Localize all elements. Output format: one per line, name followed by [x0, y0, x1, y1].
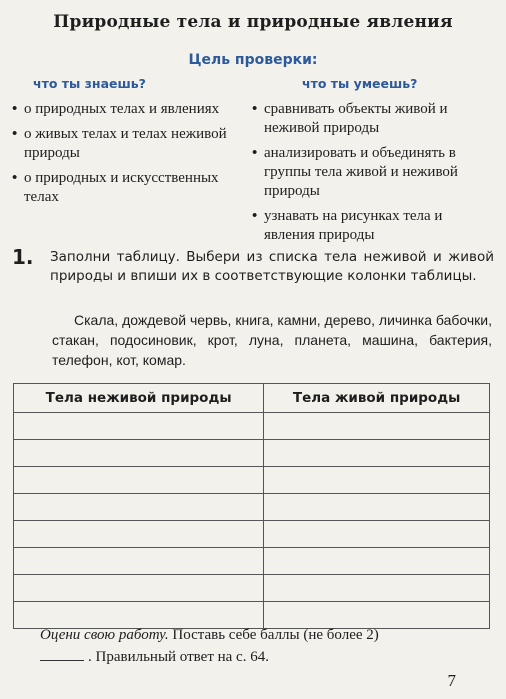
living-cell[interactable] — [264, 494, 490, 521]
bullet-icon: • — [12, 126, 18, 142]
self-assessment — [40, 624, 494, 668]
nonliving-cell[interactable] — [14, 467, 264, 494]
list-item: • анализировать и объединять в группы тела живой и неживой природы — [252, 145, 458, 199]
task-number: 1. — [12, 245, 34, 269]
table-row — [14, 575, 490, 602]
living-cell[interactable] — [264, 548, 490, 575]
can-do-list — [252, 100, 492, 251]
bullet-icon: • — [12, 170, 18, 186]
column-header-living: Тела живой природы — [264, 384, 490, 413]
living-cell[interactable] — [264, 413, 490, 440]
table-row — [14, 440, 490, 467]
list-item: • о природных телах и явлениях — [12, 101, 220, 117]
list-item: • сравнивать объекты живой и неживой природы — [252, 101, 448, 136]
nonliving-cell[interactable] — [14, 440, 264, 467]
know-list — [12, 100, 234, 213]
nonliving-cell[interactable] — [14, 521, 264, 548]
assessment-lead: Оцени свою работу. — [40, 627, 169, 643]
living-cell[interactable] — [264, 575, 490, 602]
task-instruction: Заполни таблицу. Выбери из списка тела неживой и живой природы и впиши их в соответствующие колонки таблицы. — [50, 249, 494, 284]
assessment-text: Поставь себе баллы (не более 2) — [168, 627, 379, 643]
bullet-icon: • — [252, 101, 258, 117]
nonliving-cell[interactable] — [14, 494, 264, 521]
nonliving-cell[interactable] — [14, 575, 264, 602]
bullet-icon: • — [252, 208, 258, 224]
nonliving-cell[interactable] — [14, 548, 264, 575]
table-row — [14, 548, 490, 575]
page-number: 7 — [447, 671, 456, 690]
list-item: • о природных и искусственных телах — [12, 170, 219, 205]
bullet-icon: • — [12, 101, 18, 117]
table-row — [14, 521, 490, 548]
bullet-icon: • — [252, 145, 258, 161]
table-row — [14, 413, 490, 440]
table-row — [14, 494, 490, 521]
answer-table — [13, 383, 490, 629]
answer-reference: . Правильный ответ на с. 64. — [88, 649, 269, 665]
nonliving-cell[interactable] — [14, 413, 264, 440]
column-header-nonliving: Тела неживой природы — [14, 384, 264, 413]
table-row — [14, 467, 490, 494]
living-cell[interactable] — [264, 440, 490, 467]
can-do-heading: что ты умеешь? — [302, 76, 418, 91]
living-cell[interactable] — [264, 521, 490, 548]
know-heading: что ты знаешь? — [33, 76, 146, 91]
score-blank[interactable] — [40, 660, 84, 661]
list-item: • о живых телах и телах неживой природы — [12, 126, 227, 161]
living-cell[interactable] — [264, 467, 490, 494]
page-title: Природные тела и природные явления — [53, 12, 453, 32]
table-header-row — [14, 384, 490, 413]
list-item: • узнавать на рисунках тела и явления природы — [252, 208, 443, 243]
goal-heading: Цель проверки: — [188, 52, 318, 68]
word-list: Скала, дождевой червь, книга, камни, дерево, личинка бабочки, стакан, подосиновик, крот, луна, планета, машина, бактерия, телефон, кот, комар. — [52, 312, 492, 368]
